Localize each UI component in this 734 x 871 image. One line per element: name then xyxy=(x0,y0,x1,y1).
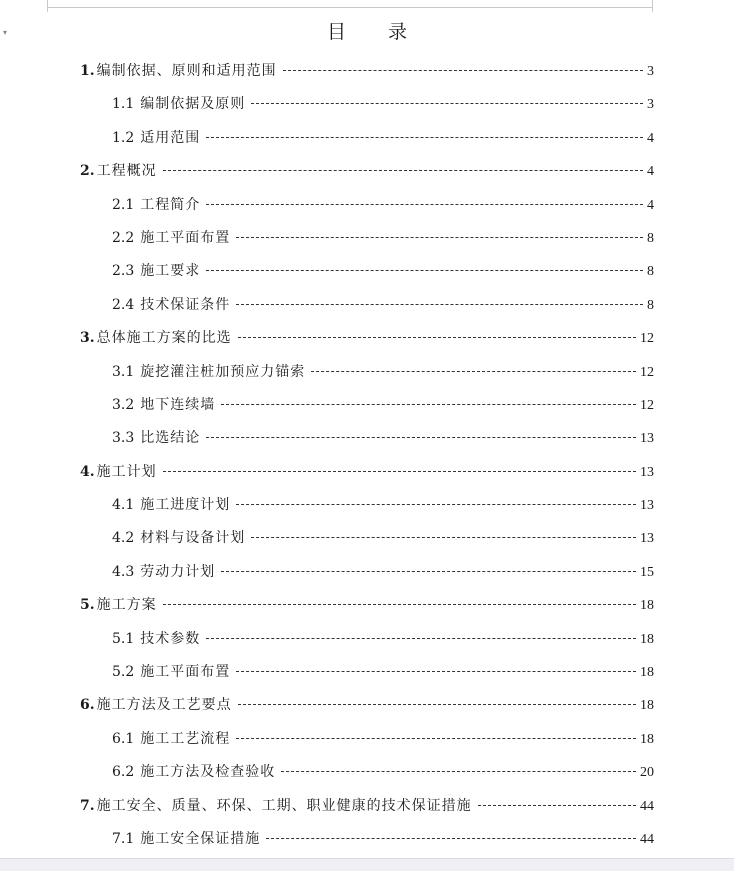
toc-entry-title xyxy=(112,93,245,115)
toc-chapter-entry[interactable] xyxy=(80,694,654,727)
toc-entry-title xyxy=(112,260,200,282)
toc-entry-number: 1.1 xyxy=(112,96,135,113)
toc-leader-line xyxy=(206,436,636,438)
toc-entry-title xyxy=(80,694,232,716)
toc-page-number: 8 xyxy=(647,230,654,246)
toc-entry-label: 技术参数 xyxy=(140,630,201,647)
toc-leader-line xyxy=(221,570,636,572)
toc-entry-title xyxy=(112,294,230,316)
toc-entry-number: 6.1 xyxy=(112,730,135,747)
toc-entry-title xyxy=(112,628,200,650)
toc-page-number: 13 xyxy=(640,464,654,480)
toc-entry-number: 3.1 xyxy=(112,363,135,380)
toc-entry-label: 编制依据、原则和适用范围 xyxy=(96,63,277,79)
toc-entry-title xyxy=(112,194,200,216)
toc-entry-number: 4.3 xyxy=(112,563,135,580)
toc-entry-label: 工程简介 xyxy=(140,196,201,213)
toc-chapter-entry[interactable] xyxy=(80,160,654,193)
toc-page-number: 12 xyxy=(640,331,654,347)
toc-section-entry[interactable] xyxy=(80,561,654,594)
toc-entry-label: 施工工艺流程 xyxy=(140,730,231,747)
toc-entry-title xyxy=(112,828,260,850)
toc-entry-title xyxy=(112,494,230,516)
toc-page-number: 18 xyxy=(640,665,654,681)
toc-leader-line xyxy=(251,536,636,538)
toc-leader-line xyxy=(478,804,636,806)
toc-leader-line xyxy=(206,269,643,271)
page-top-edge xyxy=(47,0,653,8)
toc-entry-title xyxy=(112,394,215,416)
toc-page-number: 13 xyxy=(640,498,654,514)
toc-leader-line xyxy=(163,470,636,472)
toc-entry-title xyxy=(112,661,230,683)
toc-entry-number: 6.2 xyxy=(112,764,135,781)
toc-section-entry[interactable] xyxy=(80,394,654,427)
toc-entry-label: 施工进度计划 xyxy=(140,497,231,514)
toc-section-entry[interactable] xyxy=(80,494,654,527)
toc-page-number: 4 xyxy=(647,164,654,180)
toc-entry-title xyxy=(80,160,157,182)
toc-leader-line xyxy=(266,837,636,839)
toc-entry-title xyxy=(112,728,230,750)
toc-entry-label: 材料与设备计划 xyxy=(140,530,246,547)
page-corner-left xyxy=(47,0,48,12)
toc-entry-label: 总体施工方案的比选 xyxy=(96,330,232,347)
toc-entry-title xyxy=(80,461,157,483)
page-corner-right xyxy=(652,0,653,12)
toc-page-number: 12 xyxy=(640,397,654,413)
toc-chapter-entry[interactable] xyxy=(80,461,654,494)
toc-page-number: 8 xyxy=(647,264,654,280)
toc-entry-title xyxy=(80,327,232,349)
toc-leader-line xyxy=(236,670,636,672)
toc-entry-number: 5.1 xyxy=(112,630,135,647)
toc-page-number: 15 xyxy=(640,564,654,580)
toc-entry-label: 旋挖灌注桩加预应力锚索 xyxy=(140,363,306,380)
toc-section-entry[interactable] xyxy=(80,527,654,560)
toc-entry-number: 4.2 xyxy=(112,530,135,547)
toc-entry-label: 施工计划 xyxy=(96,463,157,480)
status-bar-strip xyxy=(0,858,734,871)
toc-leader-line xyxy=(238,703,636,705)
toc-section-entry[interactable] xyxy=(80,761,654,794)
toc-page-number: 13 xyxy=(640,431,654,447)
toc-entry-label: 劳动力计划 xyxy=(140,563,216,580)
toc-page-number: 20 xyxy=(640,765,654,781)
toc-leader-line xyxy=(206,203,643,205)
toc-leader-line xyxy=(311,370,636,372)
toc-section-entry[interactable] xyxy=(80,227,654,260)
toc-entry-title xyxy=(80,594,157,616)
toc-page-number: 18 xyxy=(640,731,654,747)
toc-entry-number: 2. xyxy=(80,163,95,180)
toc-entry-number: 1. xyxy=(80,63,95,79)
toc-chapter-entry[interactable] xyxy=(80,327,654,360)
toc-entry-label: 施工平面布置 xyxy=(140,229,231,246)
toc-section-entry[interactable] xyxy=(80,427,654,460)
toc-entry-number: 3.3 xyxy=(112,430,135,447)
toc-entry-label: 施工要求 xyxy=(140,263,201,280)
toc-entry-title xyxy=(80,795,472,817)
margin-dropdown-icon[interactable]: ▾ xyxy=(3,28,8,37)
toc-entry-title xyxy=(112,527,245,549)
toc-page-number: 3 xyxy=(647,64,654,79)
toc-chapter-entry[interactable] xyxy=(80,795,654,828)
toc-page-number: 4 xyxy=(647,197,654,213)
toc-entry-label: 技术保证条件 xyxy=(140,296,231,313)
toc-leader-line xyxy=(236,303,643,305)
toc-entry-label: 施工方法及工艺要点 xyxy=(96,697,232,714)
toc-section-entry[interactable] xyxy=(80,127,654,160)
toc-entry-number: 2.4 xyxy=(112,296,135,313)
toc-entry-number: 3.2 xyxy=(112,396,135,413)
toc-entry-label: 施工安全、质量、环保、工期、职业健康的技术保证措施 xyxy=(96,797,472,814)
toc-leader-line xyxy=(163,603,636,605)
toc-entry-label: 编制依据及原则 xyxy=(140,96,246,113)
toc-leader-line xyxy=(206,637,636,639)
toc-entry-title xyxy=(112,427,200,449)
toc-page-number: 12 xyxy=(640,364,654,380)
toc-leader-line xyxy=(236,737,636,739)
table-of-contents xyxy=(80,60,654,861)
toc-chapter-entry[interactable] xyxy=(80,60,654,93)
toc-title: 目 录 xyxy=(326,21,426,43)
toc-entry-label: 施工方案 xyxy=(96,597,157,614)
toc-section-entry[interactable] xyxy=(80,828,654,861)
toc-page-number: 18 xyxy=(640,631,654,647)
toc-entry-title xyxy=(112,761,275,783)
toc-leader-line xyxy=(236,236,643,238)
toc-entry-label: 施工安全保证措施 xyxy=(140,830,261,847)
toc-leader-line xyxy=(281,770,636,772)
toc-entry-label: 施工平面布置 xyxy=(140,664,231,681)
toc-entry-number: 2.3 xyxy=(112,263,135,280)
toc-page-number: 18 xyxy=(640,598,654,614)
toc-entry-number: 7.1 xyxy=(112,830,135,847)
toc-leader-line xyxy=(251,102,643,104)
toc-page-number: 44 xyxy=(640,831,654,847)
toc-entry-label: 工程概况 xyxy=(96,163,157,180)
toc-leader-line xyxy=(163,169,643,171)
toc-section-entry[interactable] xyxy=(80,93,654,126)
toc-leader-line xyxy=(221,403,636,405)
toc-entry-title xyxy=(112,561,215,583)
toc-entry-number: 2.1 xyxy=(112,196,135,213)
toc-section-entry[interactable] xyxy=(80,194,654,227)
toc-entry-label: 适用范围 xyxy=(140,129,201,146)
toc-entry-number: 7. xyxy=(80,797,95,814)
toc-entry-number: 6. xyxy=(80,697,95,714)
toc-page-number: 18 xyxy=(640,698,654,714)
toc-leader-line xyxy=(236,503,636,505)
toc-section-entry[interactable] xyxy=(80,661,654,694)
toc-entry-title xyxy=(80,60,277,82)
toc-entry-label: 施工方法及检查验收 xyxy=(140,764,276,781)
toc-leader-line xyxy=(283,69,643,71)
toc-entry-title xyxy=(112,361,305,383)
toc-entry-number: 4.1 xyxy=(112,497,135,514)
toc-entry-title xyxy=(112,227,230,249)
toc-page-number: 13 xyxy=(640,531,654,547)
toc-section-entry[interactable] xyxy=(80,260,654,293)
toc-page-number: 8 xyxy=(647,297,654,313)
toc-entry-number: 1.2 xyxy=(112,129,135,146)
toc-entry-label: 比选结论 xyxy=(140,430,201,447)
toc-section-entry[interactable] xyxy=(80,728,654,761)
toc-page-number: 3 xyxy=(647,97,654,113)
toc-leader-line xyxy=(238,336,636,338)
toc-leader-line xyxy=(206,136,643,138)
toc-entry-number: 4. xyxy=(80,463,95,480)
toc-section-entry[interactable] xyxy=(80,294,654,327)
toc-entry-number: 3. xyxy=(80,330,95,347)
toc-page-number: 4 xyxy=(647,130,654,146)
toc-section-entry[interactable] xyxy=(80,628,654,661)
toc-entry-number: 2.2 xyxy=(112,229,135,246)
toc-section-entry[interactable] xyxy=(80,361,654,394)
toc-page-number: 44 xyxy=(640,798,654,814)
toc-entry-number: 5.2 xyxy=(112,664,135,681)
toc-chapter-entry[interactable] xyxy=(80,594,654,627)
toc-entry-number: 5. xyxy=(80,597,95,614)
toc-entry-title xyxy=(112,127,200,149)
toc-entry-label: 地下连续墙 xyxy=(140,396,216,413)
